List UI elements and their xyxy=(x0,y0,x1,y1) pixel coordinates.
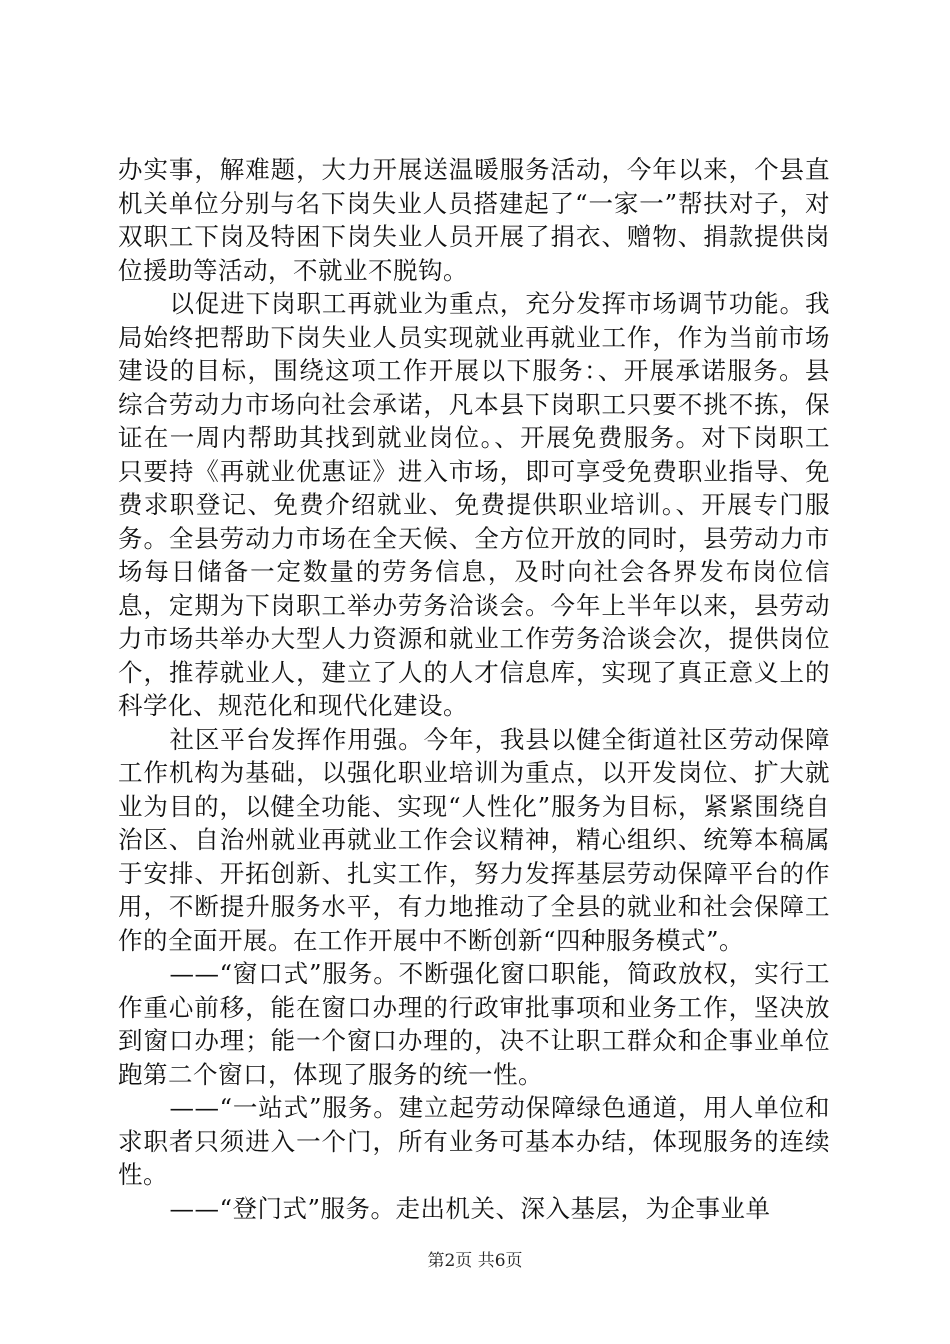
paragraph-5: ——“一站式”服务。建立起劳动保障绿色通道，用人单位和求职者只须进入一个门，所有业务可基本办结，体现服务的连续性。 xyxy=(118,1093,830,1189)
page-footer: 第2页 共6页 xyxy=(427,1251,523,1271)
paragraph-1: 办实事，解难题，大力开展送温暖服务活动，今年以来，个县直机关单位分别与名下岗失业人员搭建起了“一家一”帮扶对子，对双职工下岗及特困下岗失业人员开展了捐衣、赠物、捐款提供岗位援助等活动，不就业不脱钩。 xyxy=(118,155,830,285)
paragraph-3: 社区平台发挥作用强。今年，我县以健全街道社区劳动保障工作机构为基础，以强化职业培训为重点，以开发岗位、扩大就业为目的，以健全功能、实现“人性化”服务为目标，紧紧围绕自治区、自治州就业再就业工作会议精神，精心组织、统筹本稿属于安排、开拓创新、扎实工作，努力发挥基层劳动保障平台的作用，不断提升服务水平，有力地推动了全县的就业和社会保障工作的全面开展。在工作开展中不断创新“四种服务模式”。 xyxy=(118,724,830,955)
paragraph-4: ——“窗口式”服务。不断强化窗口职能，简政放权，实行工作重心前移，能在窗口办理的行政审批事项和业务工作，坚决放到窗口办理；能一个窗口办理的，决不让职工群众和企事业单位跑第二个窗口，体现了服务的统一性。 xyxy=(118,959,830,1089)
document-body xyxy=(118,153,830,1225)
paragraph-2: 以促进下岗职工再就业为重点，充分发挥市场调节功能。我局始终把帮助下岗失业人员实现就业再就业工作，作为当前市场建设的目标，围绕这项工作开展以下服务：、开展承诺服务。县综合劳动力市场向社会承诺，凡本县下岗职工只要不挑不拣，保证在一周内帮助其找到就业岗位。、开展免费服务。对下岗职工只要持《再就业优惠证》进入市场，即可享受免费职业指导、免费求职登记、免费介绍就业、免费提供职业培训。、开展专门服务。全县劳动力市场在全天候、全方位开放的同时，县劳动力市场每日储备一定数量的劳务信息，及时向社会各界发布岗位信息，定期为下岗职工举办劳务洽谈会。今年上半年以来，县劳动力市场共举办大型人力资源和就业工作劳务洽谈会次，提供岗位个，推荐就业人，建立了人的人才信息库，实现了真正意义上的科学化、规范化和现代化建设。 xyxy=(118,289,830,720)
paragraph-6: ——“登门式”服务。走出机关、深入基层，为企事业单 xyxy=(169,1193,771,1223)
